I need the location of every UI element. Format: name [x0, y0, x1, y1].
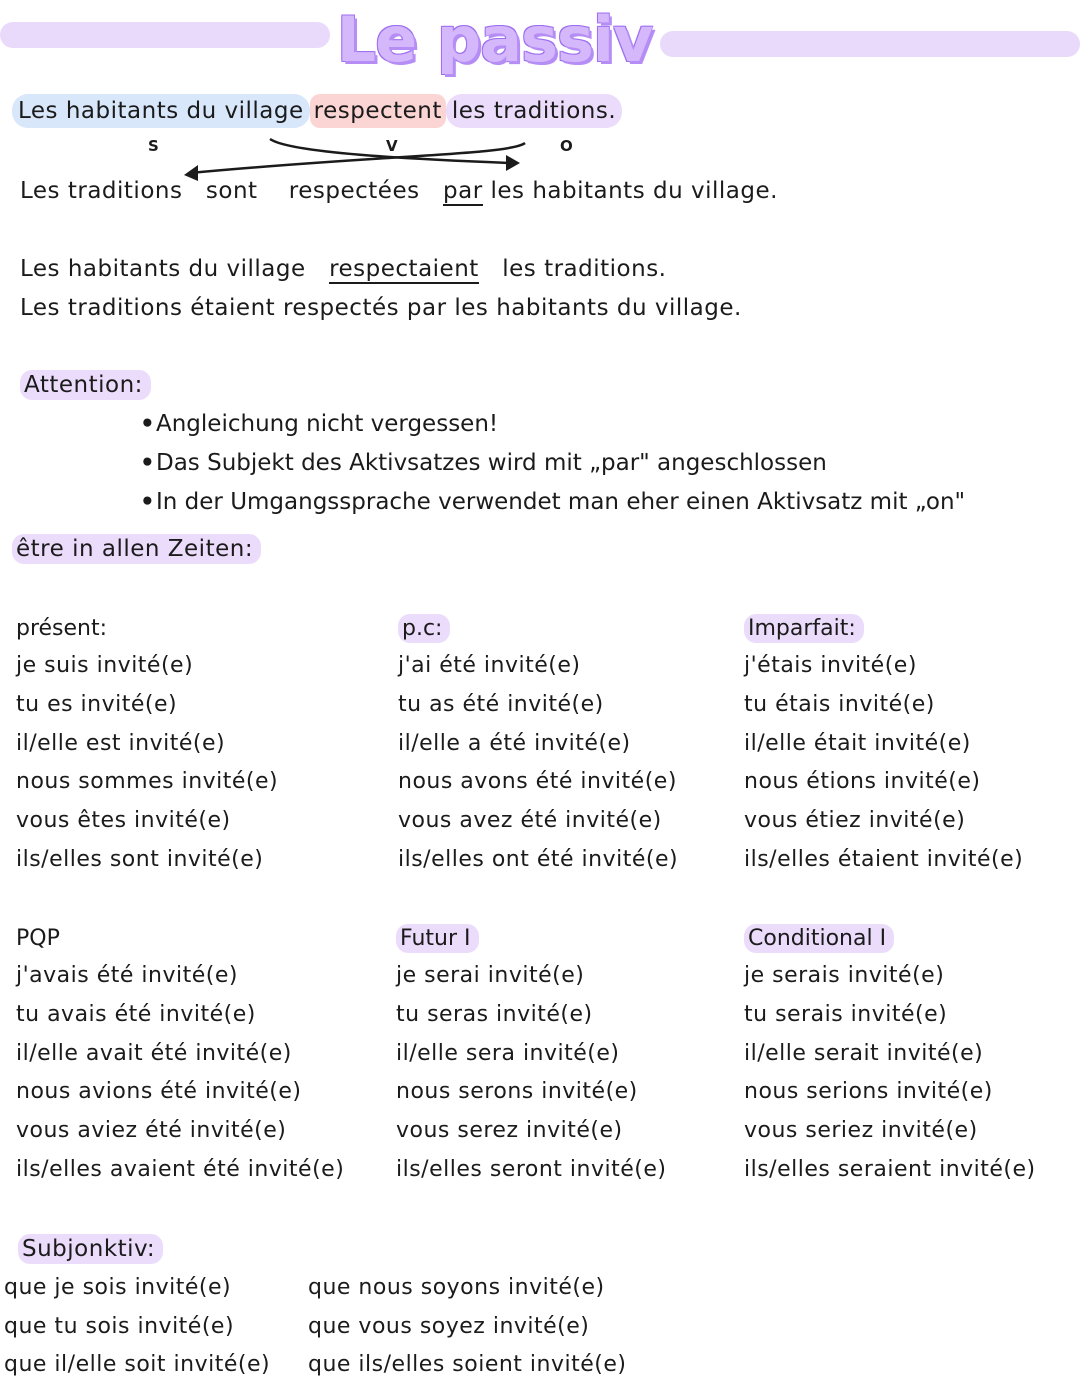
tense-heading-text: Conditional I	[744, 924, 894, 953]
marker-o: O	[560, 137, 573, 155]
bullet-1: •Angleichung nicht vergessen!	[140, 411, 499, 437]
bullet-2-text: Das Subjekt des Aktivsatzes wird mit „par" angeschlossen	[156, 450, 827, 476]
subjonctif-label	[18, 1236, 163, 1262]
passive-subject: Les traditions	[20, 178, 183, 204]
conjugation-row: je serai invité(e)	[396, 963, 585, 988]
conjugation-row: tu étais invité(e)	[744, 691, 935, 717]
conjugation-row: je suis invité(e)	[16, 653, 194, 678]
title-bar-left	[0, 22, 330, 48]
conjugation-row: ils/elles ont été invité(e)	[398, 847, 679, 872]
subjonctif-row: que vous soyez invité(e)	[308, 1313, 590, 1339]
example1-active-sentence	[12, 98, 622, 124]
conjugation-row: vous seriez invité(e)	[744, 1118, 978, 1144]
tense-heading-3	[16, 926, 60, 951]
conjugation-row: vous aviez été invité(e)	[16, 1118, 287, 1144]
conjugation-row: nous étions invité(e)	[744, 769, 981, 795]
etre-label-text: être in allen Zeiten:	[12, 534, 261, 564]
subjonctif-row: que ils/elles soient invité(e)	[308, 1352, 627, 1377]
conjugation-row: tu avais été invité(e)	[16, 1001, 256, 1027]
conjugation-row: nous serons invité(e)	[396, 1079, 638, 1105]
conjugation-row: il/elle a été invité(e)	[398, 730, 631, 756]
conjugation-row: je serais invité(e)	[744, 963, 945, 988]
active-object: les traditions.	[446, 94, 622, 128]
subjonctif-row: que je sois invité(e)	[4, 1275, 232, 1300]
conjugation-row: tu serais invité(e)	[744, 1001, 948, 1027]
conjugation-row: tu es invité(e)	[16, 691, 178, 717]
conjugation-row: ils/elles avaient été invité(e)	[16, 1157, 345, 1182]
attention-text: Attention:	[20, 370, 151, 400]
subjonctif-row: que nous soyons invité(e)	[308, 1275, 605, 1300]
conjugation-row: ils/elles seront invité(e)	[396, 1157, 667, 1182]
page-title: Le passiv	[336, 3, 653, 76]
subjonctif-label-text: Subjonktiv:	[18, 1234, 163, 1264]
conjugation-row: vous avez été invité(e)	[398, 808, 662, 834]
conjugation-row: il/elle serait invité(e)	[744, 1040, 984, 1066]
title-bar-right	[660, 31, 1080, 57]
conjugation-row: nous avions été invité(e)	[16, 1079, 302, 1105]
conjugation-row: vous êtes invité(e)	[16, 808, 231, 834]
conjugation-row: vous étiez invité(e)	[744, 808, 966, 834]
conjugation-row: il/elle avait été invité(e)	[16, 1040, 292, 1066]
tense-heading-text: présent:	[16, 616, 108, 641]
conjugation-row: ils/elles étaient invité(e)	[744, 847, 1024, 872]
conjugation-row: j'étais invité(e)	[744, 653, 917, 678]
tense-heading-text: PQP	[16, 926, 60, 951]
etre-label	[12, 536, 261, 562]
attention-label	[20, 372, 151, 398]
passive-aux: sont	[205, 178, 258, 204]
tense-heading-text: p.c:	[398, 614, 450, 643]
example2-active-sentence	[20, 256, 667, 282]
conjugation-row: vous serez invité(e)	[396, 1118, 623, 1144]
ex2-verb: respectaient	[329, 256, 479, 282]
conjugation-row: ils/elles seraient invité(e)	[744, 1157, 1036, 1182]
passive-par: par	[443, 178, 483, 204]
conjugation-row: nous serions invité(e)	[744, 1079, 993, 1105]
marker-s: S	[148, 137, 159, 155]
tense-heading-0	[16, 616, 107, 641]
subjonctif-row: que tu sois invité(e)	[4, 1313, 235, 1339]
marker-v: V	[386, 137, 398, 155]
conjugation-row: ils/elles sont invité(e)	[16, 847, 264, 872]
tense-heading-text: Futur I	[396, 924, 479, 953]
conjugation-row: j'avais été invité(e)	[16, 963, 238, 988]
tense-heading-4	[396, 926, 479, 951]
passive-participle: respectées	[288, 178, 420, 204]
active-subject: Les habitants du village	[12, 94, 310, 128]
conjugation-row: j'ai été invité(e)	[398, 653, 581, 678]
bullet-2: •Das Subjekt des Aktivsatzes wird mit „par" angeschlossen	[140, 450, 827, 476]
conjugation-row: il/elle est invité(e)	[16, 730, 226, 756]
conjugation-row: nous avons été invité(e)	[398, 769, 677, 795]
example2-passive-sentence: Les traditions étaient respectés par les habitants du village.	[20, 295, 742, 321]
example1-passive-sentence	[20, 178, 778, 204]
bullet-1-text: Angleichung nicht vergessen!	[156, 411, 499, 437]
tense-heading-text: Imparfait:	[744, 614, 864, 643]
bullet-3: •In der Umgangssprache verwendet man eher einen Aktivsatz mit „on"	[140, 489, 966, 515]
subjonctif-row: que il/elle soit invité(e)	[4, 1352, 271, 1377]
bullet-3-text: In der Umgangssprache verwendet man eher einen Aktivsatz mit „on"	[156, 489, 966, 515]
conjugation-row: nous sommes invité(e)	[16, 769, 279, 795]
tense-heading-5	[744, 926, 894, 951]
conjugation-row: tu as été invité(e)	[398, 691, 604, 717]
ex2-subject: Les habitants du village	[20, 256, 306, 282]
passive-agent: les habitants du village.	[490, 178, 778, 204]
tense-heading-2	[744, 616, 864, 641]
conjugation-row: il/elle était invité(e)	[744, 730, 971, 756]
ex2-object: les traditions.	[502, 256, 667, 282]
active-verb: respectent	[310, 94, 446, 128]
tense-heading-1	[398, 616, 450, 641]
conjugation-row: tu seras invité(e)	[396, 1001, 593, 1027]
conjugation-row: il/elle sera invité(e)	[396, 1040, 620, 1066]
